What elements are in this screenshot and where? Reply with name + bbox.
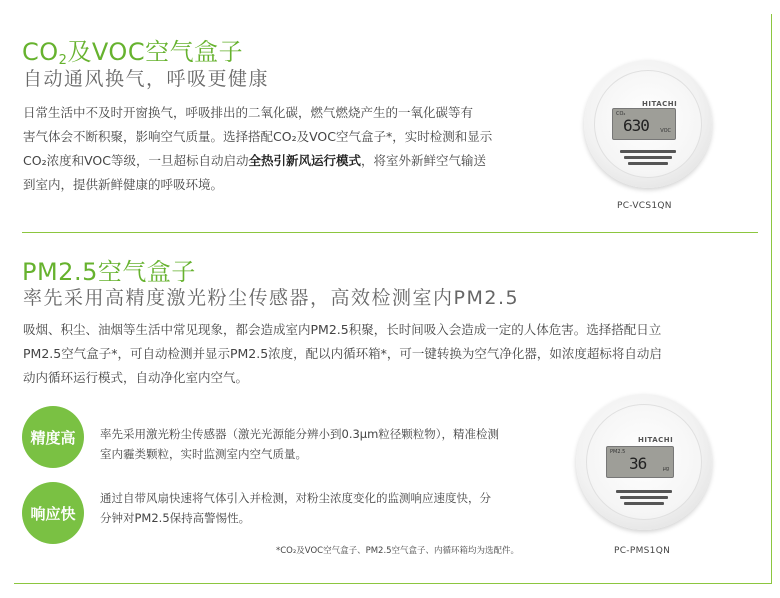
section1-para-line3-bold: 全热引新风运行模式	[248, 153, 361, 168]
model-label-pms: PC-PMS1QN	[614, 546, 671, 556]
badge-response: 响应快	[22, 482, 84, 544]
feature-response-text	[100, 488, 550, 528]
feature-precision-line1: 率先采用激光粉尘传感器（激光光源能分辨小到0.3μm粒径颗粒物），精准检测	[100, 427, 500, 441]
vent-slot	[620, 496, 668, 499]
section1-para-line4: 到室内，提供新鲜健康的呼吸环境。	[23, 177, 224, 192]
vent-slot	[616, 490, 672, 493]
section1-para-line2: 害气体会不断积聚，影响空气质量。选择搭配CO₂及VOC空气盒子*，实时检测和显示	[23, 129, 493, 144]
frame-bottom-border	[14, 583, 772, 584]
feature-response-line1: 通过自带风扇快速将气体引入并检测，对粉尘浓度变化的监测响应速度快，分	[100, 491, 491, 505]
section1-para-line3	[23, 149, 563, 173]
section1-title-a: CO	[22, 38, 59, 66]
lcd-reading: 630	[623, 116, 649, 135]
section1-para-line3-a: CO₂浓度和VOC等级，一旦超标自动启动	[23, 153, 249, 168]
footnote: *CO₂及VOC空气盒子、PM2.5空气盒子、内循环箱均为选配件。	[276, 546, 520, 556]
vent-slot	[628, 162, 668, 165]
lcd-reading: 36	[629, 454, 647, 473]
section1-title-sub: 2	[58, 53, 68, 68]
device-brand-logo: HITACHI	[642, 100, 678, 108]
device-lcd-screen	[606, 446, 674, 478]
section2-title: PM2.5空气盒子	[22, 258, 196, 286]
section2-para-line2: PM2.5空气盒子*，可自动检测并显示PM2.5浓度，配以内循环箱*，可一键转换为空气净化器，如浓度超标将自动启	[23, 346, 662, 361]
lcd-unit: μg	[662, 466, 669, 472]
feature-response-line2: 分钟对PM2.5保持高警惕性。	[100, 511, 251, 525]
section2-paragraph	[23, 318, 753, 390]
vent-slot	[624, 156, 672, 159]
feature-precision-line2: 室内霾类颗粒，实时监测室内空气质量。	[100, 447, 307, 461]
section2-para-line3: 动内循环运行模式，自动净化室内空气。	[23, 370, 249, 385]
vent-slot	[624, 502, 664, 505]
co2-voc-box-image	[584, 60, 712, 188]
device-lcd-screen	[612, 108, 676, 140]
feature-precision-text	[100, 424, 550, 464]
badge-precision: 精度高	[22, 406, 84, 468]
section1-subtitle: 自动通风换气，呼吸更健康	[23, 68, 270, 90]
section1-para-line1: 日常生活中不及时开窗换气，呼吸排出的二氧化碳，燃气燃烧产生的一氧化碳等有	[23, 105, 474, 120]
device-brand-logo: HITACHI	[638, 436, 674, 444]
section-divider	[22, 232, 758, 233]
vent-slot	[620, 150, 676, 153]
frame-right-border	[771, 14, 772, 584]
section1-para-line3-b: ，将室外新鲜空气输送	[361, 153, 487, 168]
section1-title-b: 及VOC空气盒子	[67, 38, 244, 66]
lcd-unit: VOC	[660, 128, 671, 134]
section2-para-line1: 吸烟、积尘、油烟等生活中常见现象，都会造成室内PM2.5积聚，长时间吸入会造成一定的人体危害。选择搭配日立	[23, 322, 662, 337]
section1-paragraph	[23, 101, 563, 197]
lcd-small-label: CO₂	[616, 111, 626, 117]
model-label-vcs: PC-VCS1QN	[617, 201, 672, 211]
lcd-small-label: PM2.5	[610, 449, 626, 455]
pm25-box-image	[576, 394, 712, 530]
section2-subtitle: 率先采用高精度激光粉尘传感器，高效检测室内PM2.5	[23, 287, 520, 309]
